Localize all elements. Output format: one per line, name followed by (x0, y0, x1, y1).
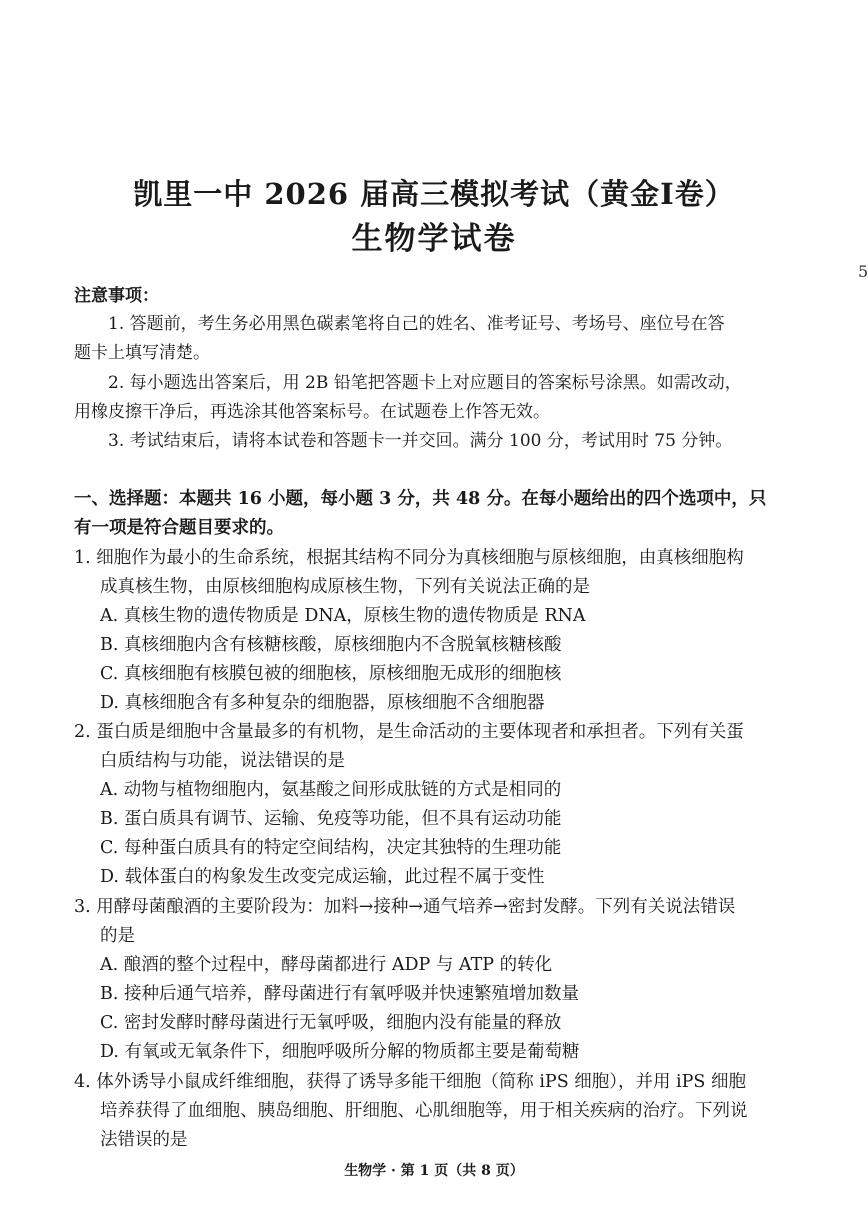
edge-mark: 5 (858, 262, 868, 281)
question-3-stem: 3. 用酵母菌酿酒的主要阶段为：加料→接种→通气培养→密封发酵。下列有关说法错误 (74, 897, 736, 917)
question-1-stem-cont: 成真核生物，由原核细胞构成原核生物，下列有关说法正确的是 (100, 577, 590, 597)
question-4-stem-cont: 培养获得了血细胞、胰岛细胞、肝细胞、心肌细胞等，用于相关疾病的治疗。下列说 (100, 1101, 748, 1121)
question-2-option-c: C. 每种蛋白质具有的特定空间结构，决定其独特的生理功能 (100, 838, 562, 858)
question-1-stem: 1. 细胞作为最小的生命系统，根据其结构不同分为真核细胞与原核细胞，由真核细胞构 (74, 548, 744, 568)
question-3-stem-cont: 的是 (100, 926, 135, 946)
question-2-stem-cont: 白质结构与功能，说法错误的是 (100, 751, 345, 771)
question-1-option-b: B. 真核细胞内含有核糖核酸，原核细胞内不含脱氧核糖核酸 (100, 635, 562, 655)
notice-item-2-cont: 用橡皮擦干净后，再选涂其他答案标号。在试题卷上作答无效。 (74, 402, 550, 422)
notice-item-3: 3. 考试结束后，请将本试卷和答题卡一并交回。满分 100 分，考试用时 75 分钟。 (108, 431, 733, 451)
section-heading-cont: 有一项是符合题目要求的。 (74, 518, 284, 538)
question-2-option-a: A. 动物与植物细胞内，氨基酸之间形成肽链的方式是相同的 (100, 780, 562, 800)
question-4-stem: 4. 体外诱导小鼠成纤维细胞，获得了诱导多能干细胞（简称 iPS 细胞），并用 iPS 细胞 (74, 1072, 746, 1092)
notice-item-2: 2. 每小题选出答案后，用 2B 铅笔把答题卡上对应题目的答案标号涂黑。如需改动， (108, 373, 742, 393)
exam-subtitle: 生物学试卷 (351, 221, 517, 257)
notice-heading: 注意事项： (74, 286, 159, 306)
question-2-option-d: D. 载体蛋白的构象发生改变完成运输，此过程不属于变性 (100, 867, 545, 887)
page-footer: 生物学 · 第 1 页（共 8 页） (344, 1163, 524, 1179)
exam-title: 凯里一中 2026 届高三模拟考试（黄金Ⅰ卷） (133, 177, 735, 211)
question-1-option-d: D. 真核细胞含有多种复杂的细胞器，原核细胞不含细胞器 (100, 693, 545, 713)
question-1-option-c: C. 真核细胞有核膜包被的细胞核，原核细胞无成形的细胞核 (100, 664, 562, 684)
section-heading: 一、选择题：本题共 16 小题，每小题 3 分，共 48 分。在每小题给出的四个选项中，只 (74, 489, 767, 509)
question-3-option-d: D. 有氧或无氧条件下，细胞呼吸所分解的物质都主要是葡萄糖 (100, 1042, 580, 1062)
question-2-option-b: B. 蛋白质具有调节、运输、免疫等功能，但不具有运动功能 (100, 809, 562, 829)
question-2-stem: 2. 蛋白质是细胞中含量最多的有机物，是生命活动的主要体现者和承担者。下列有关蛋 (74, 722, 744, 742)
question-3-option-a: A. 酿酒的整个过程中，酵母菌都进行 ADP 与 ATP 的转化 (100, 955, 553, 975)
question-3-option-b: B. 接种后通气培养，酵母菌进行有氧呼吸并快速繁殖增加数量 (100, 984, 579, 1004)
question-1-option-a: A. 真核生物的遗传物质是 DNA，原核生物的遗传物质是 RNA (100, 606, 586, 626)
question-3-option-c: C. 密封发酵时酵母菌进行无氧呼吸，细胞内没有能量的释放 (100, 1013, 562, 1033)
notice-item-1: 1. 答题前，考生务必用黑色碳素笔将自己的姓名、准考证号、考场号、座位号在答 (108, 314, 725, 334)
question-4-stem-cont-2: 法错误的是 (100, 1130, 188, 1150)
notice-item-1-cont: 题卡上填写清楚。 (74, 343, 210, 363)
